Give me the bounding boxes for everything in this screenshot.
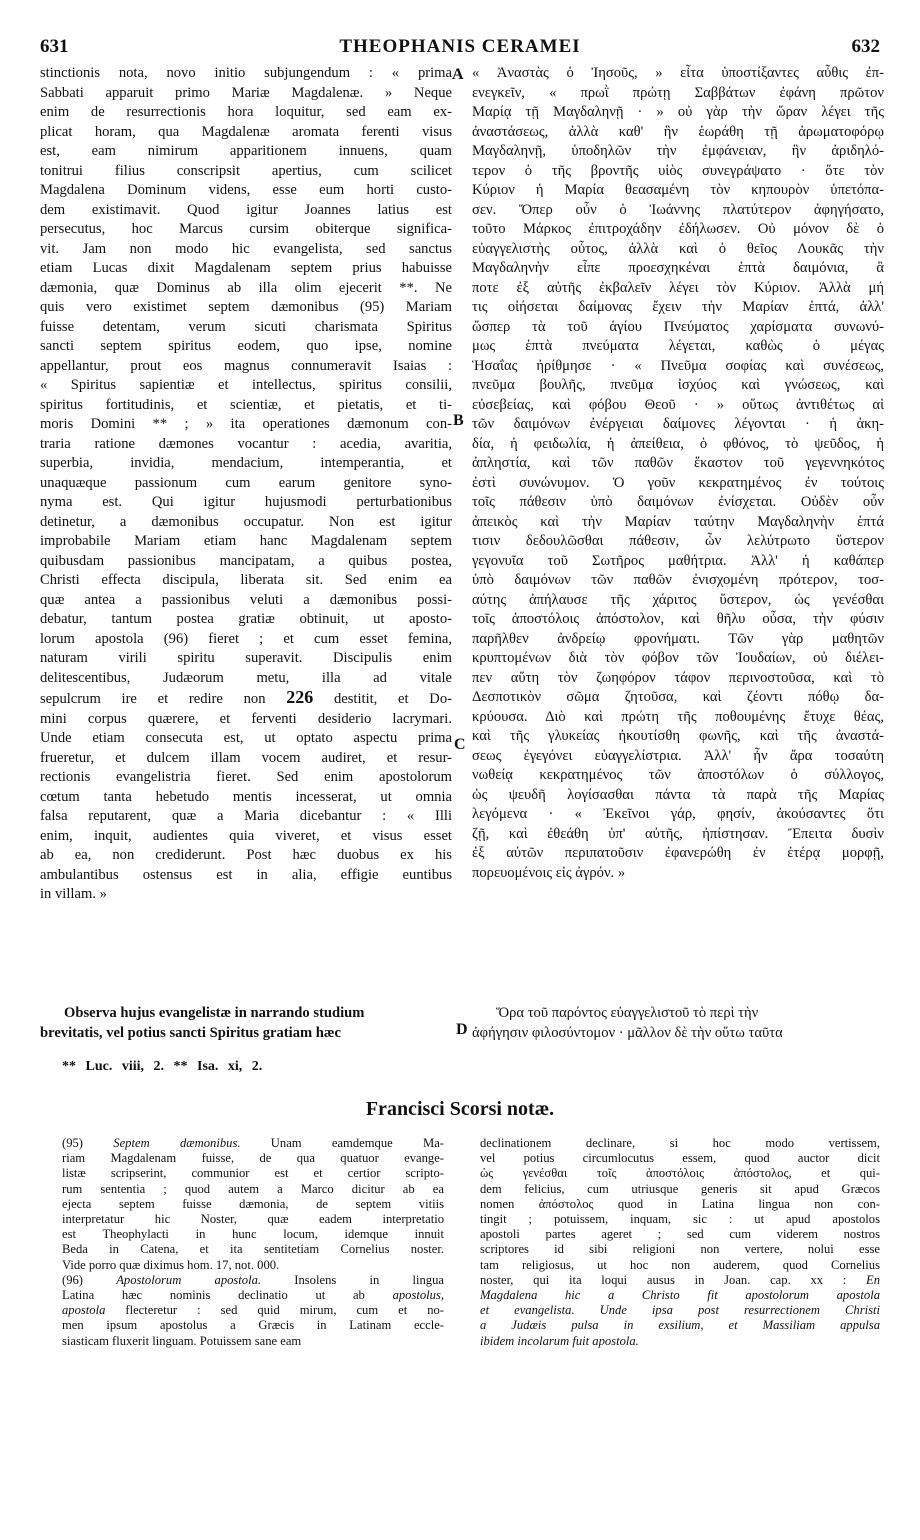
text-line: interpretatur hic Noster, quæ eadem interpretatio: [62, 1212, 444, 1227]
text-line: in villam. »: [40, 886, 107, 902]
text-line: etiam Lucas dixit Magdalenam septem prius habuisse: [40, 260, 452, 276]
text-line: Unde etiam consecuta est, ut optato aspectu prima: [40, 730, 452, 746]
text-line: brevitatis, vel potius sancti Spiritus gratiam hæc: [40, 1024, 341, 1041]
text-line: Δεσποτικὸν σῶμα ζητοῦσα, καὶ ζέοντι πόθῳ δα-: [472, 689, 884, 705]
text-line: ζῇ, καὶ ἐθεάθη ὑπ' αὐτῆς, ἠπίστησαν. Ἔπειτα δυσὶν: [472, 825, 884, 842]
text-line: quæ antea a passionibus veluti a dæmonibus possi-: [40, 591, 452, 608]
text-line: rectionis evangelistria fieret. Sed enim apostolorum: [40, 769, 452, 785]
margin-letter-b: B: [453, 412, 464, 429]
text-line: unaquæque passionum cum earum genitore syno-: [40, 474, 452, 491]
text-line: frueretur, et dulcem illam vocem audiret, et resur-: [40, 749, 452, 766]
text-line: dem existimavit. Quod igitur Joannes latius est: [40, 201, 452, 218]
text-line: παρῆλθεν ἀνδρείῳ φρονήματι. Τῶν γὰρ μαθητῶν: [472, 630, 884, 647]
footnote-references: ** Luc. viii, 2. ** Isa. xi, 2.: [62, 1059, 263, 1074]
text-line: τοῦτο Μάρκος ἐπιτροχάδην ἐδήλωσεν. Οὐ μόνον δὲ ὁ: [472, 221, 884, 237]
text-line: Latina hæc nominis declinatio ut ab apostolus,: [62, 1288, 444, 1303]
text-line: enim, inquit, audientes quia viveret, et visus esset: [40, 827, 452, 844]
text-line: tam religiosus, ut hoc non auderem, quod Cornelius: [480, 1257, 880, 1272]
text-line: siasticam fluxerit linguam. Potuissem sane eam: [62, 1333, 302, 1348]
text-line: λεγόμενα · « Ἐκεῖνοι γάρ, φησίν, ἀκούσαντες ὅτι: [472, 806, 884, 822]
text-line: dem felicius, cum utriusque generis sit apud Græcos: [480, 1181, 880, 1196]
text-line: delitescentibus, Judæorum metu, illa ad vitale: [40, 669, 452, 686]
text-line: ejecta septem fuisse dæmonia, de septem vitiis: [62, 1196, 444, 1211]
text-line: ἀφήγησιν φιλοσύντομον · μᾶλλον δὲ τὴν οὕτω ταῦτα: [472, 1024, 783, 1041]
margin-letter-c: C: [454, 736, 466, 753]
text-line: appellantur, prout eos magnus connumeravit Isaias :: [40, 357, 452, 374]
text-line: Μαγδαληνῇ, ὑποδηλῶν τὴν ἐμφάνειαν, ἣν ἀριδηλό-: [472, 143, 884, 159]
text-line: κρυπτομένων διὰ τὸν φόβον τῶν Ἰουδαίων, οὐ διέλει-: [472, 650, 884, 666]
text-line: sancti septem spiritus eodem, quo ipse, nomine: [40, 338, 452, 354]
text-line: [480, 1288, 880, 1303]
text-line: εὐαγγελιστὴς οὗτος, ἀλλὰ καὶ ὁ θεῖος Λουκᾶς τὴν: [472, 240, 884, 257]
text-line: Christi effecta discipula, liberata sit. Sed enim ea: [40, 572, 452, 588]
text-line: τῶν δαιμόνων ἐνέργειαι δαίμονες λέγονται · ἡ ἀκη-: [472, 416, 884, 432]
text-line: quis vero existimet septem dæmonibus (95) Mariam: [40, 299, 452, 315]
text-line: superbia, invidia, mendacium, intemperantia, et: [40, 455, 452, 471]
text-line: sepulcrum ire et redire non 226 destitit, et Do-: [40, 687, 452, 707]
page-number-left: 631: [40, 36, 69, 57]
text-line: (96) Apostolorum apostola. Insolens in lingua: [62, 1272, 444, 1287]
text-line: traria ratione dæmones vocantur : acedia, avaritia,: [40, 435, 452, 452]
text-line: riam Magdalenam fuisse, de qua quatuor evange-: [62, 1151, 444, 1166]
text-line: noster, qui ita loqui ausus in Joan. cap. xx : En: [480, 1272, 880, 1287]
text-line: est Theophylacti in hunc locum, idemque innuit: [62, 1227, 444, 1242]
text-line: Sabbati apparuit primo Mariæ Magdalenæ. » Neque: [40, 84, 452, 101]
column-number: 226: [286, 687, 314, 707]
text-line: rum sententia ; quod autem a Marco dicitur ab ea: [62, 1181, 444, 1196]
text-line: enim de resurrectionis hora loquitur, sed eam ex-: [40, 104, 452, 120]
text-line: τοῖς ἀποστόλοις ἀπόστολον, καὶ θῆλυ οὖσα, τὴν φύσιν: [472, 611, 884, 627]
text-line: tingit ; potuissem, inquam, sic : ut apud apostolos: [480, 1212, 880, 1227]
text-line: quibusdam passionibus mancipatam, a quibus postea,: [40, 552, 452, 569]
text-line: ἀπεικὸς καὶ τὴν Μαρίαν ταύτην Μαγδαληνὴν ἑπτά: [472, 513, 884, 530]
text-line: νωθείᾳ κεκρατημένος τῶν ἀποστόλων ὁ σύλλογος,: [472, 767, 884, 783]
text-line: ενεγκεῖν, « πρωῒ πρώτῃ Σαββάτων ἐφάνη πρῶτον: [472, 84, 884, 101]
italic-text: et evangelista. Unde ipsa post resurrectionem Christi: [480, 1303, 880, 1318]
latin-column: [40, 64, 452, 905]
notes-heading: Francisci Scorsi notæ.: [365, 1098, 555, 1120]
notes-column-right: [480, 1136, 880, 1349]
text-line: ἐστὶ συνώνυμον. Ὁ γοῦν κεκρατημένος ἐν τούτοις: [472, 474, 884, 491]
text-line: [480, 1318, 880, 1333]
text-line: πορευομένοις εἰς ἀγρόν. »: [472, 864, 626, 881]
text-line: Μαγδαληνὴν εἶπε προεσχηκέναι ἑπτὰ δαιμόνια, ἃ: [472, 260, 884, 276]
text-line: vit. Jam non modo hic evangelista, sed sanctus: [40, 240, 452, 257]
italic-text: Apostolorum apostola.: [116, 1272, 262, 1287]
text-line: ἐξ αὐτῶν περιπατοῦσιν ἐφανερώθη ἐν ἑτέρᾳ μορφῇ,: [472, 845, 884, 861]
text-line: moris Domini ** ; » ita operationes dæmonum con-: [40, 416, 452, 432]
greek-column: [472, 64, 884, 883]
text-line: (95) Septem dæmonibus. Unam eamdemque Ma-: [62, 1136, 444, 1150]
text-line: ὡς ψευδῆ λογίσασθαι πάντα τὰ παρὰ τῆς Μαρίας: [472, 786, 884, 803]
text-line: declinationem declinare, si hoc modo vertissem,: [480, 1136, 880, 1150]
text-line: apostola flecteretur : sed quid mirum, cum et no-: [62, 1303, 444, 1318]
text-line: improbabile Mariam etiam hanc Magdalenam septem: [40, 533, 452, 549]
text-line: Beda in Catena, et ita sentitetiam Cornelius noster.: [62, 1242, 444, 1257]
text-line: spiritus fortitudinis, et scientiæ, et pietatis, et ti-: [40, 396, 452, 413]
text-line: τερον ὁ τῆς βροντῆς υἱὸς συνεγράψατο · ὅτε τὸν: [472, 162, 884, 179]
italic-text: apostolus,: [392, 1288, 444, 1303]
text-line: cœtum tanta hebetudo mentis incesserat, ut omnia: [40, 788, 452, 805]
italic-text: ibidem incolarum fuit apostola.: [480, 1333, 639, 1348]
text-line: σεως ἐγεγόνει εὐαγγελίστρια. Ἀλλ' ἦν ἄρα τοσαύτη: [472, 747, 884, 764]
text-line: πνεῦμα βουλῆς, πνεῦμα ἰσχύος καὶ γνώσεως, καὶ: [472, 377, 884, 393]
text-line: Magdalena Dominum videns, esse eum horti custo-: [40, 182, 452, 198]
text-line: listæ scripserint, communior est et certior scripto-: [62, 1166, 444, 1181]
text-line: τις οἰήσεται δαίμονας ἔχειν τὴν Μαρίαν ἑπτά, ἀλλ': [472, 299, 884, 315]
text-line: Vide porro quæ diximus hom. 17, not. 000.: [62, 1257, 280, 1272]
text-line: ποτε ἐξ αὐτῆς ἐκβαλεῖν λέγει τὸν Κύριον. Ἀλλὰ μή: [472, 279, 884, 296]
text-line: apostoli partes ageret ; sed cum viderem nostros: [480, 1227, 880, 1242]
text-line: ambulantibus ostensus est in alia, effigie euntibus: [40, 866, 452, 883]
text-line: lorum apostola (96) fieret ; et cum esset femina,: [40, 630, 452, 647]
text-line: γεγονυῖα τοῦ Σωτῆρος μαθήτρια. Ἀλλ' ἡ καθάπερ: [472, 552, 884, 569]
text-line: scriptores id sibi religioni non vertere, nolui esse: [480, 1242, 880, 1257]
text-line: detinetur, a dæmonibus occupatur. Non est igitur: [40, 513, 452, 530]
text-line: δία, ἡ φειδωλία, ἡ ἀπείθεια, ὁ φθόνος, τὸ ψεῦδος, ἡ: [472, 435, 884, 452]
italic-text: Septem dæmonibus.: [113, 1136, 241, 1150]
text-line: ἀναστάσεως, ἀλλὰ καθ' ἣν ἑωράθη τῇ ἀρωματοφόρῳ: [472, 123, 884, 140]
text-line: « Spiritus sapientiæ et intellectus, spiritus consilii,: [40, 377, 452, 393]
italic-text: a Judæis pulsa in exsilium, et Massiliam appulsa: [480, 1318, 880, 1333]
greek-paragraph-tail: [472, 1004, 884, 1043]
text-line: μως ἑπτὰ πνεύματα λέγεται, καθὼς ὁ μέγας: [472, 338, 884, 354]
text-line: ἀπληστία, καὶ τῶν παθῶν ἕκαστον τοῦ γεγεννηκότος: [472, 455, 884, 471]
margin-letter-d: D: [456, 1021, 468, 1038]
text-line: Ὅρα τοῦ παρόντος εὐαγγελιστοῦ τὸ περὶ τὴν: [496, 1005, 759, 1021]
text-line: Ἡσαΐας ἠρίθμησε · « Πνεῦμα σοφίας καὶ συνέσεως,: [472, 357, 884, 374]
text-line: ὥσπερ τὰ τοῦ ἁγίου Πνεύματος χαρίσματα συνωνύ-: [472, 318, 884, 335]
text-line: mini corpus quærere, et ferventi desiderio lacrymari.: [40, 710, 452, 727]
text-line: stinctionis nota, novo initio subjungendum : « prima: [40, 65, 452, 81]
text-line: debatur, tantum postea gratiæ obtinuit, ut aposto-: [40, 611, 452, 627]
text-line: ὑπὸ δαιμόνων τῶν παθῶν ἐνισχομένη πρότερον, τοσ-: [472, 572, 884, 588]
text-line: ab ea, non crediderunt. Post hæc duobus ex his: [40, 847, 452, 863]
text-line: αύτης ἀπήλαυσε τῆς χάριτος ὕστερον, ὡς γενέσθαι: [472, 591, 884, 608]
text-line: [480, 1303, 880, 1318]
text-line: τοῖς πάθεσιν ὑπὸ δαιμόνων ἐνίσχεται. Οὐδὲν οὖν: [472, 494, 884, 510]
text-line: πεν αὕτη τὸν ζωηφόρον τάφον περινοστοῦσα, καὶ τὸ: [472, 669, 884, 686]
text-line: [480, 1334, 880, 1349]
text-line: naturam virili spiritu superavit. Discipulis enim: [40, 650, 452, 666]
running-title: THEOPHANIS CERAMEI: [339, 36, 581, 57]
text-line: fuisse detentam, verum sicuti charismata Spiritus: [40, 318, 452, 335]
text-line: εὐσεβείας, καὶ φόβου Θεοῦ · » οὕτως ἀντιθέτως αἱ: [472, 396, 884, 413]
text-line: est, eam nimirum apparitionem innuens, quam: [40, 143, 452, 159]
latin-paragraph-tail: [40, 1004, 452, 1043]
text-line: dæmonia, quæ Dominus ab illa olim ejecerit **. Ne: [40, 279, 452, 296]
text-line: Observa hujus evangelistæ in narrando studium: [64, 1005, 365, 1021]
italic-text: Magdalena hic a Christo fit apostolorum apostola: [480, 1288, 880, 1303]
text-line: σεν. Ὅπερ οὖν ὁ Ἰωάννης πλατύτερον ἀφηγήσατο,: [472, 201, 884, 218]
text-line: nomen ἀπόστολος quod in Latina lingua non con-: [480, 1196, 880, 1211]
text-line: « Ἀναστὰς ὁ Ἰησοῦς, » εἶτα ὑποστίξαντες αὖθις ἐπ-: [472, 65, 884, 81]
text-line: nyma est. Qui igitur hujusmodi perturbationibus: [40, 494, 452, 510]
text-line: men ipsum apostolus a Græcis in Latinam eccle-: [62, 1318, 444, 1333]
italic-text: apostola: [62, 1303, 106, 1318]
text-line: Μαρίᾳ τῇ Μαγδαληνῇ · » οὐ γὰρ τὴν ὥραν λέγει τῆς: [472, 104, 884, 120]
text-line: vel potius circumlocutus essem, quod auctor dicit: [480, 1151, 880, 1166]
text-line: plicat horam, qua Magdalenæ aromata ferenti visus: [40, 123, 452, 140]
margin-letter-a: A: [452, 66, 464, 83]
text-line: tonitrui filius conscripsit apertius, cum scilicet: [40, 162, 452, 179]
text-line: τισιν δεδουλῶσθαι πάθεσιν, ὧν λελύτρωτο ὕστερον: [472, 533, 884, 549]
text-line: falsa reputarent, quæ a Maria dicebantur : « Illi: [40, 808, 452, 824]
text-line: persecutus, hoc Marcus cursim obiterque significa-: [40, 221, 452, 237]
notes-column-left: [62, 1136, 444, 1349]
text-line: κρύουσα. Διὸ καὶ πρώτη τῆς ποθουμένης ἔτυχε θέας,: [472, 708, 884, 725]
text-line: Κύριον ἡ Μαρία θεασαμένη τὸν κηπουρὸν ὑπετόπα-: [472, 182, 884, 198]
text-line: καὶ τῆς γλυκείας ἠκουτίσθη φωνῆς, καὶ τῆς ἀναστά-: [472, 728, 884, 744]
page-number-right: 632: [851, 36, 880, 57]
text-line: ὡς γενέσθαι τοῖς ἀποστόλοις ἀπόστολος, et qui-: [480, 1166, 880, 1181]
italic-text: En: [866, 1272, 880, 1287]
